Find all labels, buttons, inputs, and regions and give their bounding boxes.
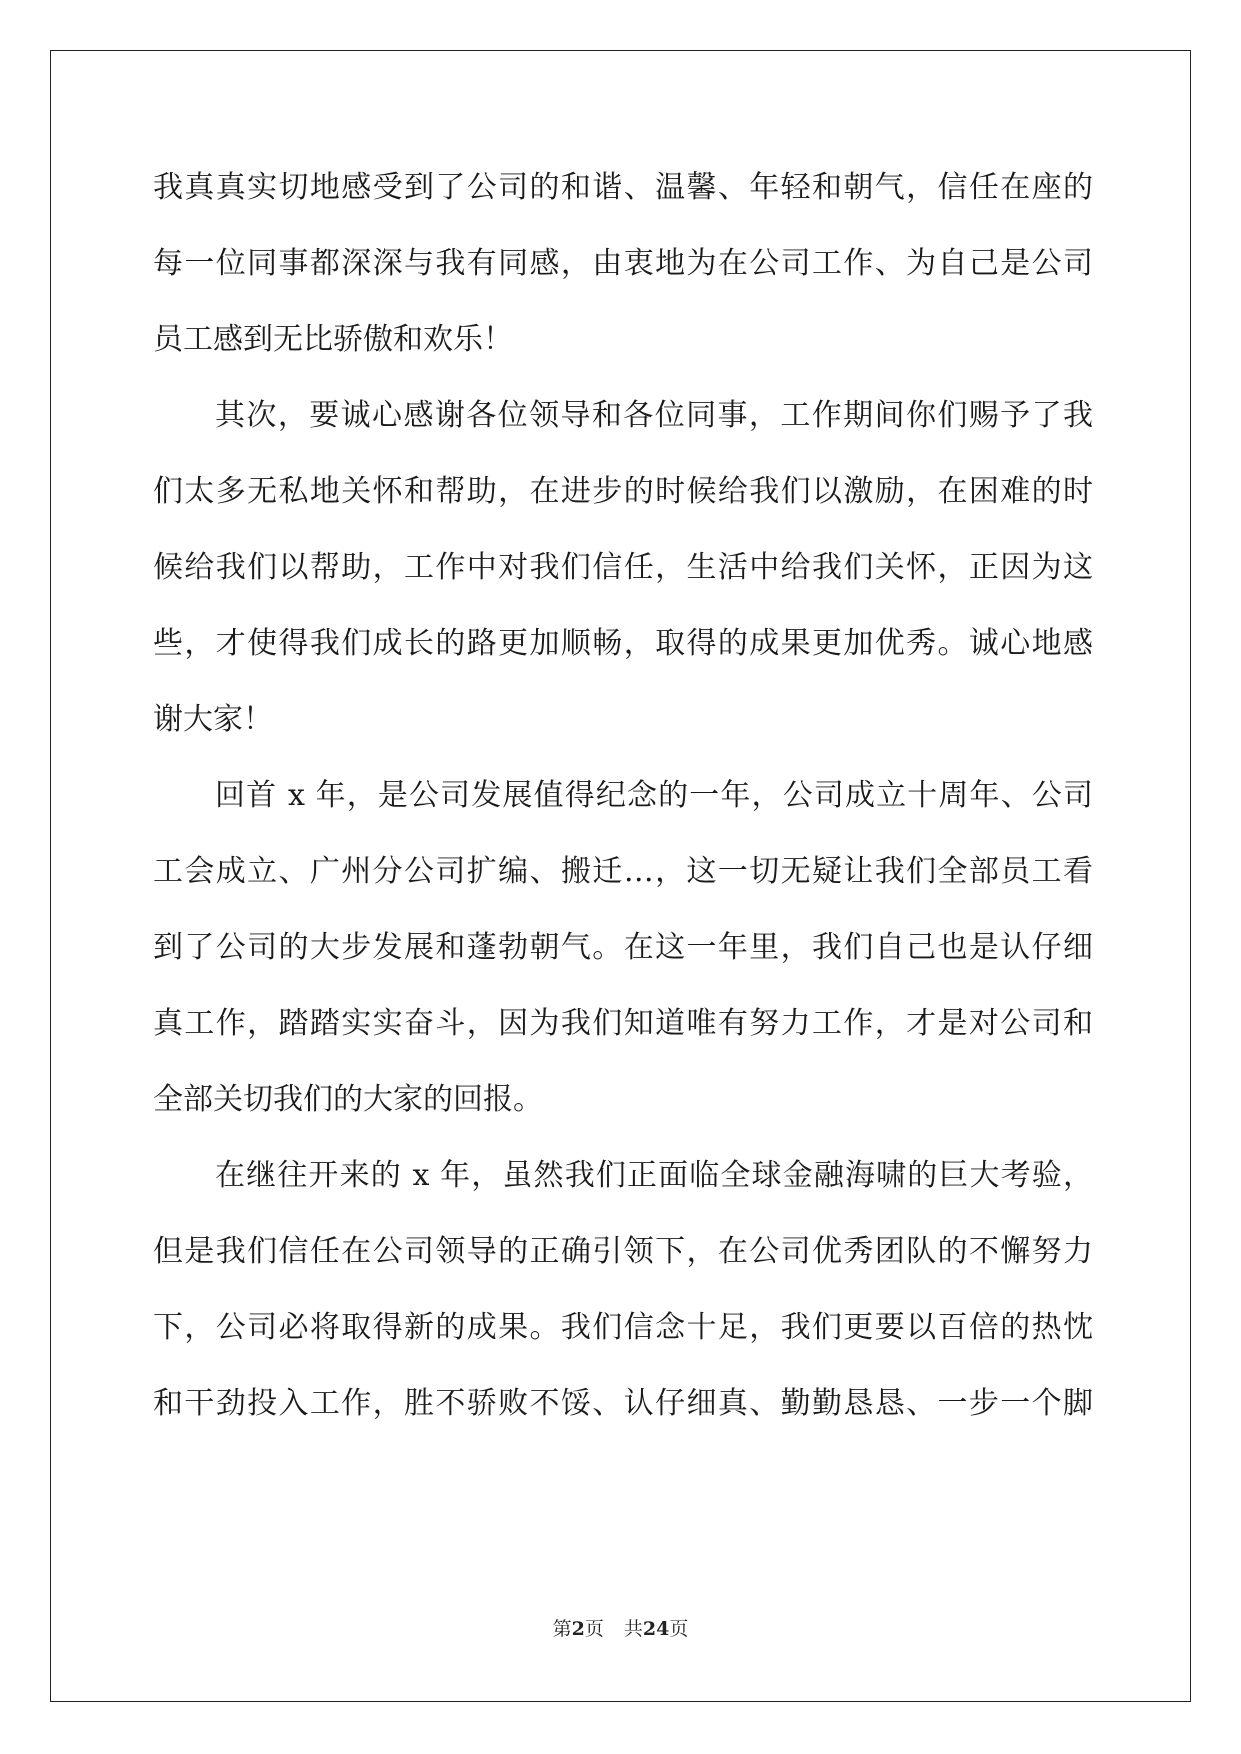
footer-page-suffix: 页 (584, 1618, 604, 1640)
footer-page-number: 2 (571, 1618, 585, 1640)
footer-total-prefix: 共 (623, 1618, 643, 1640)
text-line: 到了公司的大步发展和蓬勃朝气。在这一年里，我们自己也是认仔细 (153, 930, 1093, 965)
text-line: 下，公司必将取得新的成果。我们信念十足，我们更要以百倍的热忱 (153, 1310, 1093, 1345)
page-footer (0, 1614, 1241, 1641)
text-line: 和干劲投入工作，胜不骄败不馁、认仔细真、勤勤恳恳、一步一个脚 (153, 1386, 1093, 1421)
footer-total-pages: 24 (642, 1618, 670, 1640)
text-line: 我真真实切地感受到了公司的和谐、温馨、年轻和朝气，信任在座的 (153, 170, 1093, 205)
text-line: 回首 x 年，是公司发展值得纪念的一年，公司成立十周年、公司 (215, 778, 1093, 813)
text-line: 真工作，踏踏实实奋斗，因为我们知道唯有努力工作，才是对公司和 (153, 1006, 1093, 1041)
text-line: 员工感到无比骄傲和欢乐！ (153, 322, 513, 357)
text-line: 每一位同事都深深与我有同感，由衷地为在公司工作、为自己是公司 (153, 246, 1093, 281)
text-line: 但是我们信任在公司领导的正确引领下，在公司优秀团队的不懈努力 (153, 1234, 1093, 1269)
text-line: 其次，要诚心感谢各位领导和各位同事，工作期间你们赐予了我 (215, 398, 1093, 433)
text-line: 些，才使得我们成长的路更加顺畅，取得的成果更加优秀。诚心地感 (153, 626, 1093, 661)
text-line: 全部关切我们的大家的回报。 (153, 1082, 543, 1117)
document-body (153, 150, 1093, 1442)
footer-page-prefix: 第 (552, 1618, 572, 1640)
text-line: 谢大家！ (153, 702, 273, 737)
text-line: 工会成立、广州分公司扩编、搬迁…，这一切无疑让我们全部员工看 (153, 854, 1093, 889)
text-line: 候给我们以帮助，工作中对我们信任，生活中给我们关怀，正因为这 (153, 550, 1093, 585)
text-line: 在继往开来的 x 年，虽然我们正面临全球金融海啸的巨大考验， (215, 1158, 1093, 1193)
text-line: 们太多无私地关怀和帮助，在进步的时候给我们以激励，在困难的时 (153, 474, 1093, 509)
footer-total-suffix: 页 (669, 1618, 689, 1640)
